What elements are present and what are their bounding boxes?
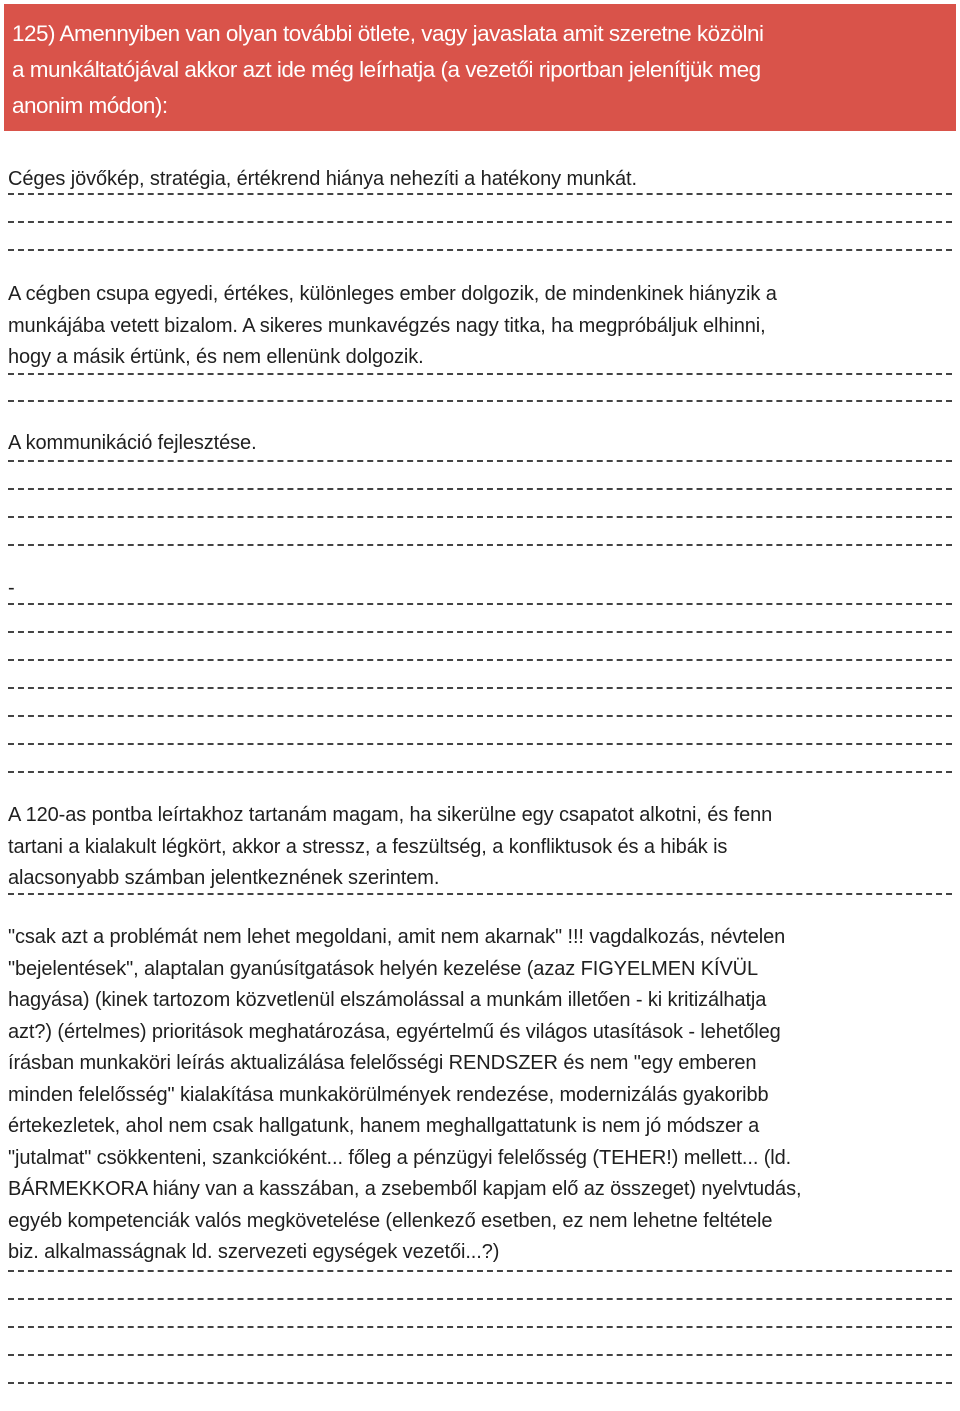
answer-text-line: hagyása) (kinek tartozom közvetlenül elszámolással a munkám illetően - ki kritizálhatja: [8, 989, 767, 1011]
ruled-line: [8, 771, 952, 773]
answer-text-line: -: [8, 577, 15, 599]
answer-text-line: tartani a kialakult légkört, akkor a stressz, a feszültség, a konfliktusok és a hibák is: [8, 835, 728, 858]
answer-text-line: BÁRMEKKORA hiány van a kasszában, a zsebemből kapjam elő az összeget) nyelvtudás,: [8, 1178, 802, 1200]
answer-text-line: minden felelősség" kialakítása munkakörülmények rendezése, modernizálás gyakoribb: [8, 1083, 769, 1106]
answer-block: [8, 428, 952, 460]
answer-text-line: alacsonyabb számban jelentkeznének szerintem.: [8, 867, 440, 889]
ruled-line: [8, 1354, 952, 1356]
answer-block: [8, 164, 952, 196]
ruled-line: [8, 603, 952, 605]
question-line-1: 125) Amennyiben van olyan további ötlete, vagy javaslata amit szeretne közölni: [12, 21, 764, 46]
answer-block: [8, 573, 952, 605]
ruled-line: [8, 488, 952, 490]
ruled-line: [8, 1326, 952, 1328]
ruled-line: [8, 1270, 952, 1272]
answer-text-line: "csak azt a problémát nem lehet megoldani, amit nem akarnak" !!! vagdalkozás, névtelen: [8, 926, 786, 948]
ruled-line: [8, 221, 952, 223]
question-header: [4, 4, 956, 131]
ruled-line: [8, 715, 952, 717]
ruled-line: [8, 1382, 952, 1384]
answer-text-line: A 120-as pontba leírtakhoz tartanám magam, ha sikerülne egy csapatot alkotni, és fenn: [8, 804, 773, 826]
ruled-line: [8, 743, 952, 745]
answer-text-line: A kommunikáció fejlesztése.: [8, 432, 257, 454]
ruled-line: [8, 1298, 952, 1300]
answer-text-line: értekezletek, ahol nem csak hallgatunk, hanem meghallgattatunk is nem jó módszer a: [8, 1115, 760, 1137]
answer-text-line: Céges jövőkép, stratégia, értékrend hiánya nehezíti a hatékony munkát.: [8, 168, 637, 190]
ruled-line: [8, 893, 952, 895]
answer-block: [8, 922, 952, 1269]
ruled-line: [8, 687, 952, 689]
answer-text-line: hogy a másik értünk, és nem ellenünk dolgozik.: [8, 346, 424, 368]
answer-block: [8, 279, 952, 374]
answer-text-line: írásban munkaköri leírás aktualizálása felelősségi RENDSZER és nem "egy emberen: [8, 1052, 757, 1074]
ruled-line: [8, 659, 952, 661]
question-line-3: anonim módon):: [12, 93, 168, 118]
answer-text-line: azt?) (értelmes) prioritások meghatározása, egyértelmű és világos utasítások - lehetőleg: [8, 1020, 781, 1043]
question-line-2: a munkáltatójával akkor azt ide még leírhatja (a vezetői riportban jelenítjük meg: [12, 57, 761, 82]
answer-text-line: egyéb kompetenciák valós megkövetelése (ellenkező esetben, ez nem lehetne feltétele: [8, 1209, 773, 1232]
ruled-line: [8, 631, 952, 633]
ruled-line: [8, 193, 952, 195]
ruled-line: [8, 460, 952, 462]
ruled-line: [8, 516, 952, 518]
answer-text-line: munkájába vetett bizalom. A sikeres munkavégzés nagy titka, ha megpróbáljuk elhinni,: [8, 314, 766, 337]
ruled-line: [8, 544, 952, 546]
ruled-line: [8, 400, 952, 402]
answer-text-line: A cégben csupa egyedi, értékes, különleges ember dolgozik, de mindenkinek hiányzik a: [8, 283, 777, 305]
ruled-line: [8, 249, 952, 251]
answer-text-line: "jutalmat" csökkenteni, szankcióként... főleg a pénzügyi felelősség (TEHER!) mellett... (ld.: [8, 1146, 792, 1169]
answer-text-line: "bejelentések", alaptalan gyanúsítgatások helyén kezelése (azaz FIGYELMEN KÍVÜL: [8, 957, 759, 980]
answer-block: [8, 800, 952, 895]
ruled-line: [8, 373, 952, 375]
answer-text-line: biz. alkalmasságnak ld. szervezeti egységek vezetői...?): [8, 1241, 500, 1263]
